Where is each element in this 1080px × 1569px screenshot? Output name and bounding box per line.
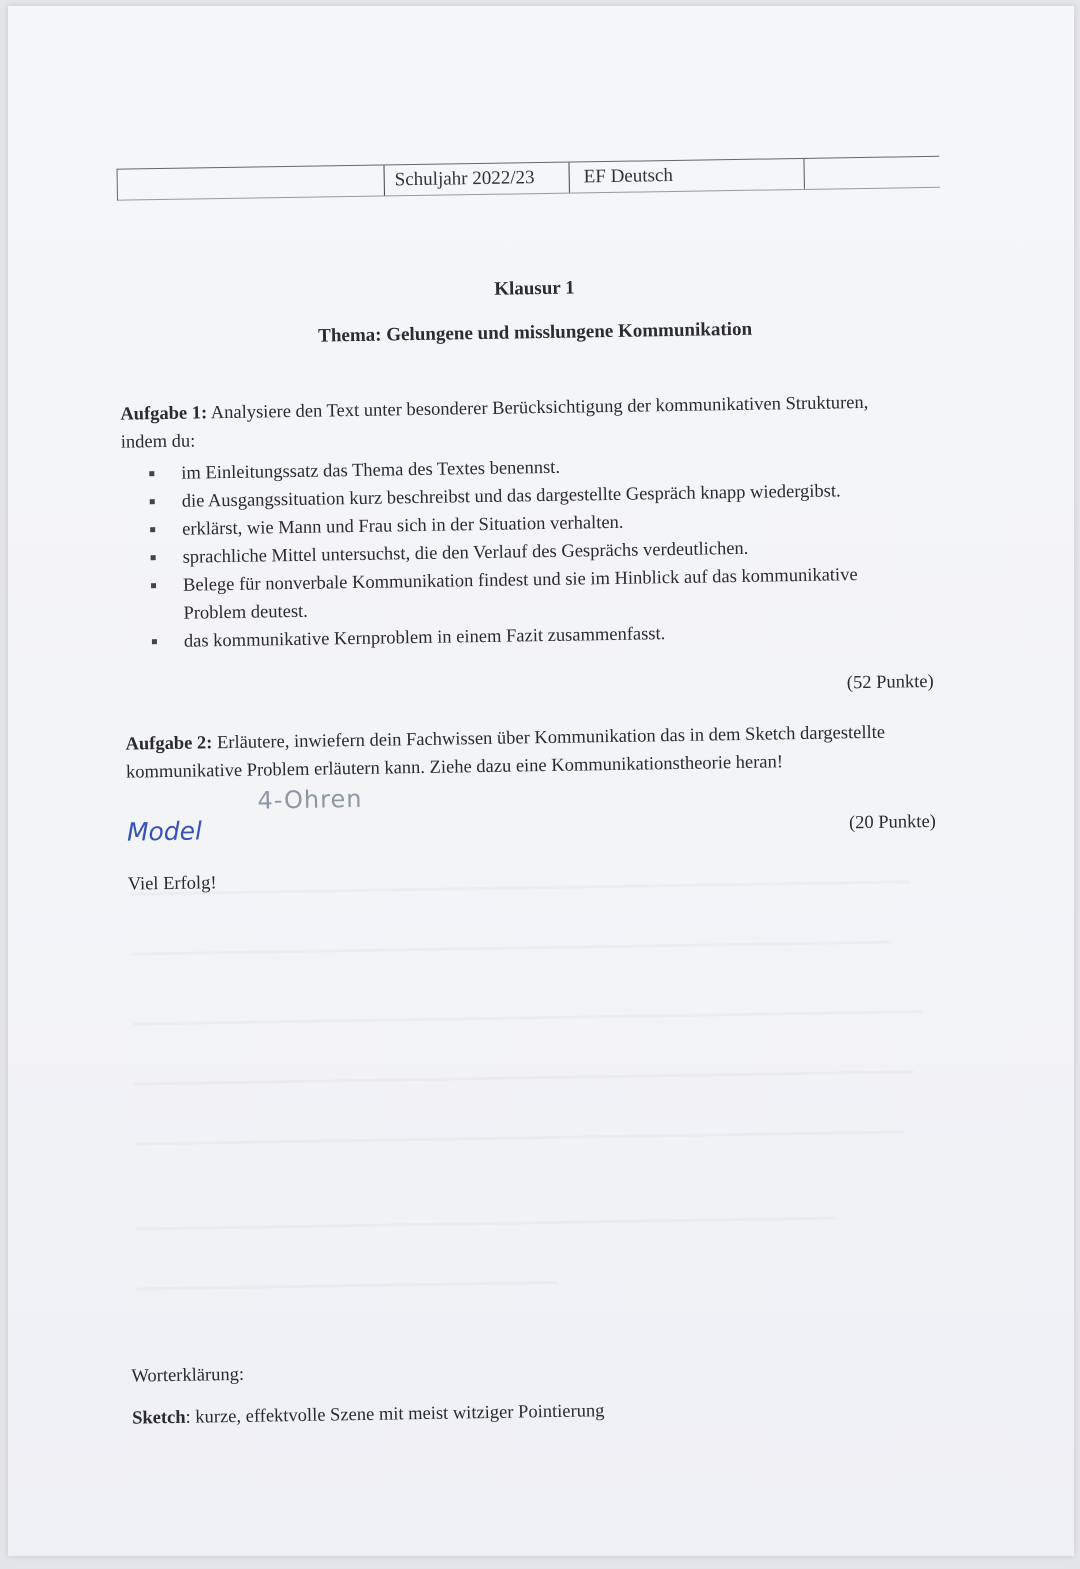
list-item-text: das kommunikative Kernproblem in einem Fazit zusammenfasst. [183,624,666,652]
glossary-entry [132,1401,605,1429]
header-table [117,156,940,201]
exam-title: Klausur 1 [494,277,575,300]
list-item-text: sprachliche Mittel untersuchst, die den Verlauf des Gesprächs verdeutlichen. [182,538,749,568]
bullet-icon [149,471,154,476]
list-item-text: die Ausgangssituation kurz beschreibst und das dargestellte Gespräch knapp wiedergibst. [181,481,841,512]
task-2-points: (20 Punkte) [848,811,937,834]
bullet-icon [152,639,157,644]
exam-sheet [8,6,1074,1556]
task-2-text: Erläutere, inwiefern dein Fachwissen über Kommunikation das in dem Sketch dargestellte kommunikative Problem erläutern kann. Ziehe dazu eine Kommunikationstheorie heran! [125,722,886,783]
bullet-icon [151,555,156,560]
task-1 [120,388,914,656]
task-1-points: (52 Punkte) [846,671,934,694]
bleed-through-line [134,1070,914,1085]
task-1-intro: Analysiere den Text unter besonderer Berücksichtigung der kommunikativen Strukturen, indem du: [120,392,869,453]
glossary-definition: : kurze, effektvolle Szene mit meist witziger Pointierung [185,1401,605,1428]
handwritten-note-model: Model [126,816,203,847]
list-item-text: Belege für nonverbale Kommunikation findest und sie im Hinblick auf das kommunikative Problem deutest. [182,565,858,624]
list-item-text: erklärst, wie Mann und Frau sich in der Situation verhalten. [182,512,624,540]
bleed-through-line [137,1281,557,1291]
glossary-heading: Worterklärung: [131,1364,245,1387]
bleed-through-line [136,1217,836,1231]
task-1-label: Aufgabe 1: [120,403,208,425]
bullet-icon [151,583,156,588]
bleed-through-line [135,1130,905,1145]
bullet-icon [150,499,155,504]
task-1-list [121,448,914,656]
subject: EF Deutsch [583,164,674,188]
task-2-label: Aufgabe 2: [125,733,213,755]
bleed-through-line [132,941,892,956]
page-content [8,6,1074,1556]
handwritten-note-4-ohren: 4-Ohren [257,784,363,815]
exam-theme: Thema: Gelungene und misslungene Kommunikation [318,318,753,347]
bleed-through-line [133,1010,923,1025]
school-year: Schuljahr 2022/23 [383,163,569,196]
bleed-through-line [131,880,911,895]
task-2 [125,718,936,787]
closing-text: Viel Erfolg! [127,873,217,895]
list-item-text: im Einleitungssatz das Thema des Textes benennst. [181,457,561,484]
glossary-term: Sketch [131,1407,186,1429]
header-empty-cell [803,158,864,189]
bullet-icon [150,527,155,532]
